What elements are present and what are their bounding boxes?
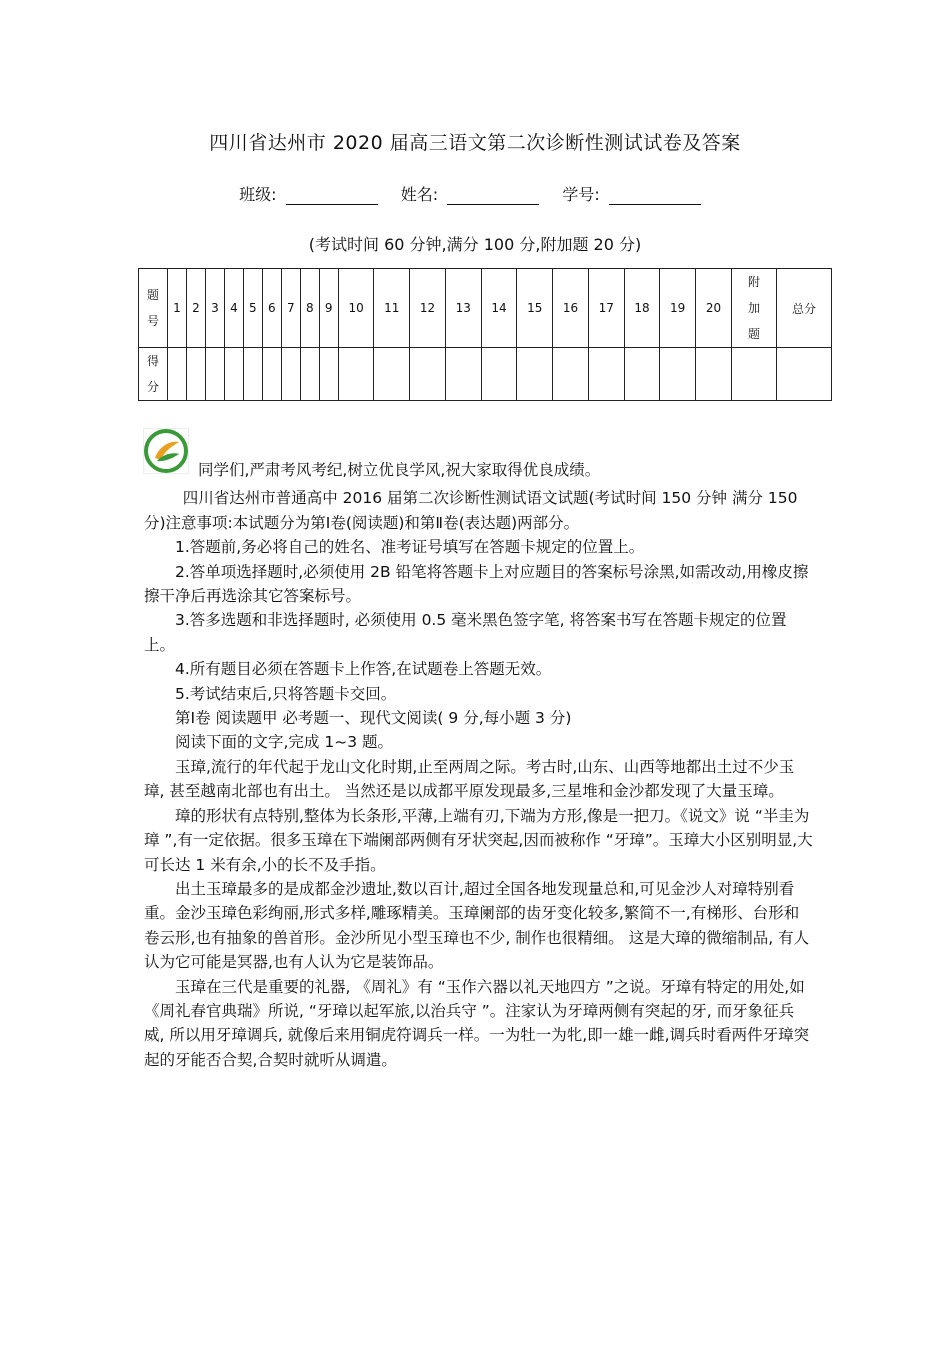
paragraph: 出土玉璋最多的是成都金沙遗址,数以百计,超过全国各地发现量总和,可见金沙人对璋特别看重。金沙玉璋色彩绚丽,形式多样,雕琢精美。玉璋阑部的齿牙变化较多,繁简不一,有梯形、台形和卷云形,也有抽象的兽首形。金沙所见小型玉璋也不少, 制作也很精细。 这是大璋的微缩制品, 有人认为它可能是冥器,也有人认为它是装饰品。 — [144, 879, 810, 972]
paragraph: 阅读下面的文字,完成 1~3 题。 — [175, 733, 393, 752]
number-cell: 8 — [300, 269, 319, 348]
score-cell[interactable] — [624, 348, 660, 401]
score-cell[interactable] — [319, 348, 338, 401]
number-cell: 12 — [410, 269, 446, 348]
class-field[interactable] — [286, 188, 378, 205]
score-table — [138, 268, 832, 401]
score-cell[interactable] — [517, 348, 553, 401]
score-table-header-row — [139, 269, 832, 348]
row2-header-cell — [139, 348, 168, 401]
score-cell[interactable] — [168, 348, 187, 401]
score-cell[interactable] — [338, 348, 374, 401]
number-cell: 9 — [319, 269, 338, 348]
score-cell[interactable] — [224, 348, 243, 401]
number-cell: 10 — [338, 269, 374, 348]
score-cell[interactable] — [553, 348, 589, 401]
number-cell: 1 — [168, 269, 187, 348]
paragraph: 玉璋,流行的年代起于龙山文化时期,止至两周之际。考古时,山东、山西等地都出土过不少玉璋, 甚至越南北部也有出土。 当然还是以成都平原发现最多,三星堆和金沙都发现了大量玉璋。 — [144, 757, 795, 801]
number-cell: 11 — [374, 269, 410, 348]
number-cell: 5 — [243, 269, 262, 348]
score-cell[interactable] — [262, 348, 281, 401]
name-label: 姓名: — [400, 185, 439, 204]
number-cell: 4 — [224, 269, 243, 348]
number-cell: 7 — [281, 269, 300, 348]
number-field[interactable] — [609, 188, 701, 205]
score-cell[interactable] — [445, 348, 481, 401]
page-title: 四川省达州市 2020 届高三语文第二次诊断性测试试卷及答案 — [209, 132, 741, 154]
number-cell: 18 — [624, 269, 660, 348]
total-header: 总分 — [777, 269, 832, 348]
paragraph: 璋的形状有点特别,整体为长条形,平薄,上端有刃,下端为方形,像是一把刀。《说文》说 “半圭为璋 ”,有一定依据。很多玉璋在下端阑部两侧有牙状突起,因而被称作 “牙璋”。玉璋大小区别明显,大可长达 1 米有余,小的长不及手指。 — [144, 806, 813, 874]
paragraph: 1.答题前,务必将自己的姓名、准考证号填写在答题卡规定的位置上。 — [175, 538, 645, 557]
motto: 同学们,严肃考风考纪,树立优良学风,祝大家取得优良成绩。 — [198, 461, 601, 479]
number-cell: 14 — [481, 269, 517, 348]
number-cell: 16 — [553, 269, 589, 348]
score-cell[interactable] — [243, 348, 262, 401]
number-cell: 17 — [588, 269, 624, 348]
score-cell[interactable] — [660, 348, 696, 401]
number-cell: 15 — [517, 269, 553, 348]
score-cell[interactable] — [481, 348, 517, 401]
paragraph: 5.考试结束后,只将答题卡交回。 — [175, 684, 397, 703]
score-cell[interactable] — [410, 348, 446, 401]
number-label: 学号: — [562, 185, 600, 204]
score-cell[interactable] — [205, 348, 224, 401]
paragraph: 四川省达州市普通高中 2016 届第二次诊断性测试语文试题(考试时间 150 分钟 满分 150 分)注意事项:本试题分为第Ⅰ卷(阅读题)和第Ⅱ卷(表达题)两部分。 — [144, 489, 798, 532]
score-cell[interactable] — [732, 348, 777, 401]
score-cell[interactable] — [300, 348, 319, 401]
paragraph: 2.答单项选择题时,必须使用 2B 铅笔将答题卡上对应题目的答案标号涂黑,如需改动,用橡皮擦擦干净后再选涂其它答案标号。 — [144, 562, 809, 606]
section-heading: 第Ⅰ卷 阅读题甲 必考题一、现代文阅读( 9 分,每小题 3 分) — [175, 709, 572, 728]
student-info-row — [0, 182, 950, 205]
score-cell[interactable] — [696, 348, 732, 401]
score-cell[interactable] — [281, 348, 300, 401]
number-cell: 2 — [186, 269, 205, 348]
extra-header: 附加题 — [748, 275, 761, 341]
paragraph: 4.所有题目必须在答题卡上作答,在试题卷上答题无效。 — [175, 660, 552, 679]
number-cell: 20 — [696, 269, 732, 348]
score-cell[interactable] — [374, 348, 410, 401]
exam-time: (考试时间 60 分钟,满分 100 分,附加题 20 分) — [308, 235, 642, 254]
row2-header: 得分 — [147, 354, 160, 394]
document-body — [144, 458, 814, 1072]
row1-header-cell — [139, 269, 168, 348]
row1-header: 题号 — [147, 288, 160, 328]
score-cell[interactable] — [186, 348, 205, 401]
number-cell: 3 — [205, 269, 224, 348]
number-cell: 6 — [262, 269, 281, 348]
score-table-score-row — [139, 348, 832, 401]
extra-cell — [732, 269, 777, 348]
score-cell[interactable] — [588, 348, 624, 401]
name-field[interactable] — [447, 188, 539, 205]
number-cell: 13 — [445, 269, 481, 348]
class-label: 班级: — [239, 185, 277, 204]
paragraph: 玉璋在三代是重要的礼器, 《周礼》有 “玉作六器以礼天地四方 ”之说。牙璋有特定的用处,如《周礼春官典瑞》所说, “牙璋以起军旅,以治兵守 ”。注家认为牙璋两侧有突起的牙, 而牙象征兵威, 所以用牙璋调兵, 就像后来用铜虎符调兵一样。一为牡一为牝,即一雄一雌,调兵时看两件牙璋突起的牙能否合契,合契时就听从调遣。 — [144, 977, 810, 1069]
score-cell[interactable] — [777, 348, 832, 401]
number-cell: 19 — [660, 269, 696, 348]
paragraph: 3.答多选题和非选择题时, 必须使用 0.5 毫米黑色签字笔, 将答案书写在答题卡规定的位置上。 — [144, 611, 787, 654]
